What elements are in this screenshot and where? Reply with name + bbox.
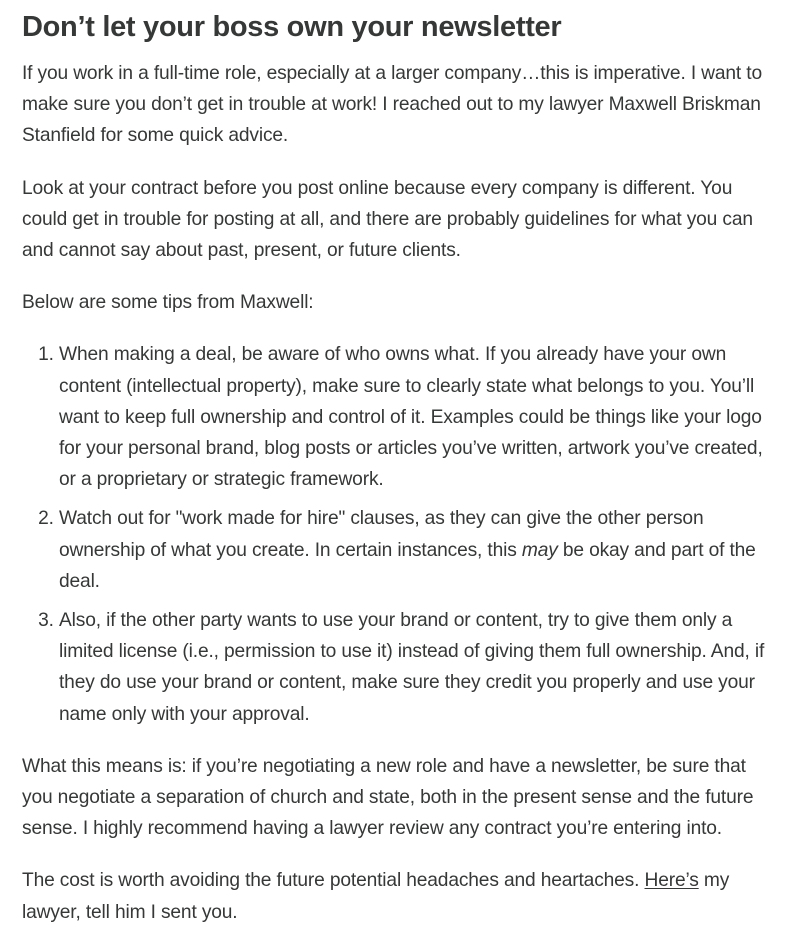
closing-text-end: my lawyer, tell him I sent you. [22, 870, 730, 923]
intro-paragraph: If you work in a full-time role, especially at a larger company…this is imperative. I want to make sure you don’t get in trouble at work! I reached out to my lawyer Maxwell Briskman Stanfield for some quick advice. [22, 63, 762, 147]
tips-list [22, 339, 778, 729]
section-heading: Don’t let your boss own your newsletter [22, 11, 562, 43]
tip-item-3: 3. Also, if the other party wants to use your brand or content, try to give them only a limited license (i.e., permission to use it) instead of giving them full ownership. And, if they do use your brand or content, make sure they credit you properly and use your name only with your approval. [59, 605, 778, 730]
lawyer-link[interactable]: Here’s [644, 870, 699, 892]
closing-text-start: The cost is worth avoiding the future potential headaches and heartaches. [22, 870, 645, 892]
tip-item-2 [59, 503, 778, 597]
tips-lead-paragraph: Below are some tips from Maxwell: [22, 292, 314, 314]
tip-2-text-end: be okay and part of the deal. [59, 539, 756, 592]
contract-paragraph: Look at your contract before you post online because every company is different. You could get in trouble for posting at all, and there are probably guidelines for what you can and cannot say about past, present, or future clients. [22, 177, 753, 262]
conclusion-paragraph: What this means is: if you’re negotiating a new role and have a newsletter, be sure that you negotiate a separation of church and state, both in the present sense and the future sense. I highly recommend having a lawyer review any contract you’re entering into. [22, 755, 754, 840]
tip-2-emphasis: may [521, 539, 558, 561]
tip-item-1: 1. When making a deal, be aware of who owns what. If you already have your own content (intellectual property), make sure to clearly state what belongs to you. You’ll want to keep full ownership and control of it. Examples could be things like your logo for your personal brand, blog posts or articles you’ve written, artwork you’ve created, or a proprietary or strategic framework. [59, 339, 778, 495]
closing-paragraph [22, 865, 778, 927]
tip-2-text-start: Watch out for "work made for hire" clauses, as they can give the other person ownership of what you create. In certain instances, this [59, 508, 704, 561]
